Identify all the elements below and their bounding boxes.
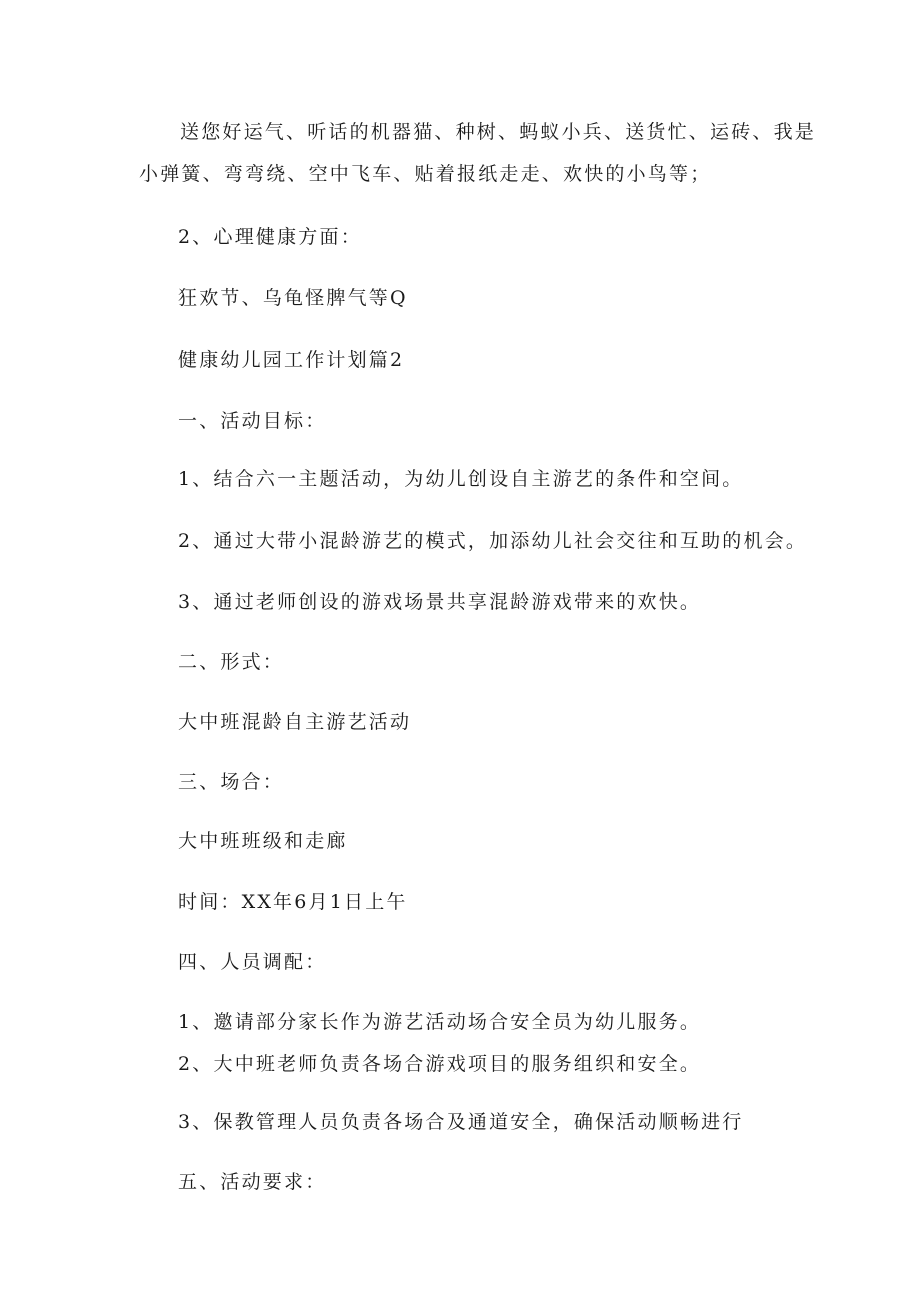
heading-staffing: 四、人员调配：	[178, 951, 327, 973]
goal-item-1: 1、结合六一主题活动，为幼儿创设自主游艺的条件和空间。	[178, 468, 744, 490]
paragraph-venue: 大中班班级和走廊	[178, 830, 348, 852]
paragraph-mental-health-items: 狂欢节、乌龟怪脾气等Q	[178, 287, 408, 309]
paragraph-time: 时间：XX年6月1日上午	[178, 891, 408, 913]
heading-activity-goals: 一、活动目标：	[178, 410, 327, 432]
staffing-item-3: 3、保教管理人员负责各场合及通道安全，确保活动顺畅进行	[178, 1111, 744, 1133]
section-title-plan-2: 健康幼儿园工作计划篇2	[178, 349, 405, 371]
goal-item-2: 2、通过大带小混龄游艺的模式，加添幼儿社会交往和互助的机会。	[178, 530, 808, 552]
heading-mental-health: 2、心理健康方面：	[178, 226, 362, 248]
paragraph-continued-list-line-1: 送您好运气、听话的机器猫、种树、蚂蚁小兵、送货忙、运砖、我是	[180, 121, 817, 143]
staffing-item-1: 1、邀请部分家长作为游艺活动场合安全员为幼儿服务。	[178, 1011, 702, 1033]
paragraph-continued-list-line-2: 小弹簧、弯弯绕、空中飞车、贴着报纸走走、欢快的小鸟等；	[139, 163, 712, 185]
staffing-item-2: 2、大中班老师负责各场合游戏项目的服务组织和安全。	[178, 1053, 702, 1075]
goal-item-3: 3、通过老师创设的游戏场景共享混龄游戏带来的欢快。	[178, 591, 702, 613]
heading-activity-requirements: 五、活动要求：	[178, 1171, 327, 1193]
paragraph-format: 大中班混龄自主游艺活动	[178, 711, 412, 733]
heading-format: 二、形式：	[178, 651, 285, 673]
heading-venue: 三、场合：	[178, 771, 285, 793]
